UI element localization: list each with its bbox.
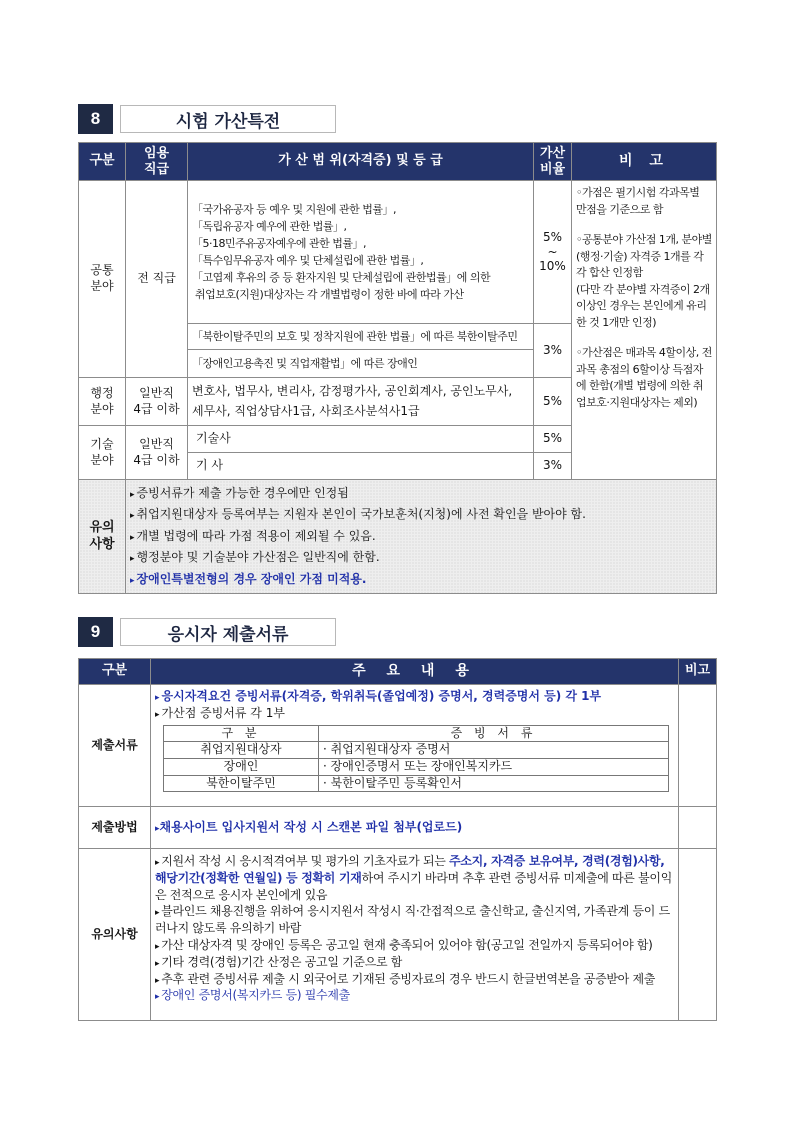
inner-doc: · 취업지원대상자 증명서 <box>319 742 669 759</box>
law-line: 「특수임무유공자 예우 및 단체설립에 관한 법률」, <box>192 254 424 267</box>
public-range-disabled: 「장애인고용촉진 및 직업재활법」에 따른 장애인 <box>188 350 534 378</box>
arrow-icon: ▸ <box>155 858 160 868</box>
inner-type: 북한이탈주민 <box>164 775 319 792</box>
section-8-header <box>78 104 336 134</box>
notes-cell <box>126 480 717 594</box>
law-line: 「고엽제 후유의 증 등 환자지원 및 단체설립에 관한법률」에 의한 <box>192 271 491 285</box>
header-category: 구분 <box>79 659 151 685</box>
method-remarks <box>679 807 717 849</box>
caution-text: 지원서 작성 시 응시적격여부 및 평가의 기초자료가 되는 <box>161 854 450 868</box>
public-ratio-bc: 3% <box>534 324 572 378</box>
section-8-title: 시험 가산특전 <box>120 105 336 133</box>
caution-item <box>155 987 674 1004</box>
arrow-icon: ▸ <box>155 693 160 703</box>
caution-text: 추후 관련 증빙서류 제출 시 외국어로 기재된 증빙자료의 경우 반드시 한글번역본을 공증받아 제출 <box>161 971 656 986</box>
docs-bold-line <box>155 688 674 705</box>
arrow-icon: ▸ <box>130 532 135 543</box>
note-text: 행정분야 및 기술분야 가산점은 일반직에 한함. <box>136 550 380 565</box>
admin-ratio: 5% <box>534 378 572 426</box>
caution-text: 블라인드 채용진행을 위하여 응시지원서 작성시 직·간접적으로 출신학교, 출신지역, 가족관계 등이 드러나지 않도록 유의하기 바람 <box>155 904 670 936</box>
caution-text: 가산 대상자격 및 장애인 등록은 공고일 현재 충족되어 있어야 함(공고일 전일까지 등록되어야 함) <box>161 937 653 952</box>
caution-remarks <box>679 849 717 1021</box>
caution-text-bold: 주소지, 자격증 보유여부, 경력(경험)사항, 해당기간(정확한 연월일) 등 정확히 기재 <box>155 854 665 885</box>
note-text: 개별 법령에 따라 가점 적용이 제외될 수 있음. <box>136 528 376 543</box>
law-line: 「국가유공자 등 예우 및 지원에 관한 법률」, <box>192 202 396 216</box>
tech-ratio-1: 5% <box>534 426 572 453</box>
arrow-icon: ▸ <box>155 710 160 721</box>
proof-docs-table <box>163 725 669 792</box>
inner-doc: · 장애인증명서 또는 장애인복지카드 <box>319 758 669 775</box>
arrow-icon: ▸ <box>155 975 160 986</box>
inner-doc: · 북한이탈주민 등록확인서 <box>319 775 669 792</box>
docs-plain-line <box>155 705 674 722</box>
tech-category: 기술 분야 <box>79 426 126 480</box>
caution-item <box>155 903 674 937</box>
header-grade: 임용 직급 <box>126 143 188 181</box>
caution-label: 유의사항 <box>79 849 151 1021</box>
remark-line: (다만 각 분야별 자격증이 2개이상인 경우는 본인에게 유리한 것 1개만 인정) <box>576 282 710 329</box>
arrow-icon: ▸ <box>130 511 135 522</box>
section-9-header <box>78 617 336 647</box>
caution-text-blue: 장애인 증명서(복지카드 등) 필수제출 <box>161 988 350 1003</box>
remark-line: ◦공통분야 가산점 1개, 분야별(행정·기술) 자격증 1개를 각각 합산 인정함 <box>576 233 712 279</box>
note-text: 증빙서류가 제출 가능한 경우에만 인정됨 <box>136 485 349 500</box>
arrow-icon: ▸ <box>130 554 135 565</box>
bonus-table <box>78 142 717 594</box>
public-range-laws <box>188 181 534 324</box>
arrow-icon: ▸ <box>130 575 135 586</box>
header-ratio: 가산 비율 <box>534 143 572 181</box>
law-line: 「5·18민주유공자예우에 관한 법률」, <box>192 236 366 250</box>
method-cell <box>151 807 679 849</box>
header-category: 구분 <box>79 143 126 181</box>
docs-remarks <box>679 685 717 807</box>
header-remarks: 비고 <box>679 659 717 685</box>
section-8-number: 8 <box>78 104 113 134</box>
header-content: 주 요 내 용 <box>151 659 679 685</box>
remark-line: ◦가점은 필기시험 각과목별 만점을 기준으로 함 <box>576 186 700 216</box>
note-text-bold: 장애인특별전형의 경우 장애인 가점 미적용. <box>136 571 367 586</box>
admin-range: 변호사, 법무사, 변리사, 감정평가사, 공인회계사, 공인노무사, 세무사, 직업상담사1급, 사회조사분석사1급 <box>188 378 534 426</box>
arrow-icon: ▸ <box>155 908 160 919</box>
notes-label: 유의 사항 <box>79 480 126 594</box>
tech-range-2: 기 사 <box>188 453 534 480</box>
caution-text: 하여 주시기 바라며 추후 관련 증빙서류 미제출에 따른 불이익은 전적으로 응시자 본인에게 있음 <box>155 870 672 902</box>
tech-grade: 일반직 4급 이하 <box>126 426 188 480</box>
admin-category: 행정 분야 <box>79 378 126 426</box>
arrow-icon: ▸ <box>155 958 160 969</box>
caution-item <box>155 954 674 971</box>
caution-item <box>155 971 674 988</box>
note-item <box>130 526 712 548</box>
inner-header-docs: 증 빙 서 류 <box>319 725 669 742</box>
arrow-icon: ▸ <box>155 823 160 834</box>
caution-text: 기타 경력(경험)기간 산정은 공고일 기준으로 함 <box>161 954 403 969</box>
caution-cell <box>151 849 679 1021</box>
admin-grade: 일반직 4급 이하 <box>126 378 188 426</box>
note-item <box>130 483 712 505</box>
header-range: 가 산 범 위(자격증) 및 등 급 <box>188 143 534 181</box>
header-remarks: 비 고 <box>572 143 717 181</box>
docs-bold-text: 응시자격요건 증빙서류(자격증, 학위취득(졸업예정) 증명서, 경력증명서 등) 각 1부 <box>161 689 602 703</box>
note-item <box>130 547 712 569</box>
remark-line: ◦가산점은 매과목 4할이상, 전과목 총점의 6할이상 득점자에 한함(개별 법령에 의한 취업보호·지원대상자는 제외) <box>576 346 712 409</box>
law-line: 취업보호(지원)대상자는 각 개별법령이 정한 바에 따라 가산 <box>192 288 464 302</box>
public-range-defector: 「북한이탈주민의 보호 및 정착지원에 관한 법률」에 따른 북한이탈주민 <box>188 324 534 350</box>
law-line: 「독립유공자 예우에 관한 법률」, <box>192 219 347 233</box>
caution-item <box>155 853 674 903</box>
arrow-icon: ▸ <box>130 489 135 500</box>
section-9-number: 9 <box>78 617 113 647</box>
section-9-title: 응시자 제출서류 <box>120 618 336 646</box>
arrow-icon: ▸ <box>155 941 160 952</box>
tech-ratio-2: 3% <box>534 453 572 480</box>
method-label: 제출방법 <box>79 807 151 849</box>
docs-plain-text: 가산점 증빙서류 각 1부 <box>161 706 285 721</box>
note-item <box>130 569 712 591</box>
public-grade: 전 직급 <box>126 181 188 378</box>
inner-type: 장애인 <box>164 758 319 775</box>
note-item <box>130 504 712 526</box>
documents-table <box>78 658 717 1021</box>
caution-item <box>155 937 674 954</box>
tech-range-1: 기술사 <box>188 426 534 453</box>
method-text: 채용사이트 입사지원서 작성 시 스캔본 파일 첨부(업로드) <box>159 819 463 834</box>
arrow-icon: ▸ <box>155 992 160 1003</box>
public-category: 공통 분야 <box>79 181 126 378</box>
docs-label: 제출서류 <box>79 685 151 807</box>
inner-type: 취업지원대상자 <box>164 742 319 759</box>
note-text: 취업지원대상자 등록여부는 지원자 본인이 국가보훈처(지청)에 사전 확인을 받아야 함. <box>136 507 586 522</box>
remarks-cell <box>572 181 717 480</box>
inner-header-type: 구 분 <box>164 725 319 742</box>
public-ratio-a: 5% ~ 10% <box>534 181 572 324</box>
docs-cell <box>151 685 679 807</box>
